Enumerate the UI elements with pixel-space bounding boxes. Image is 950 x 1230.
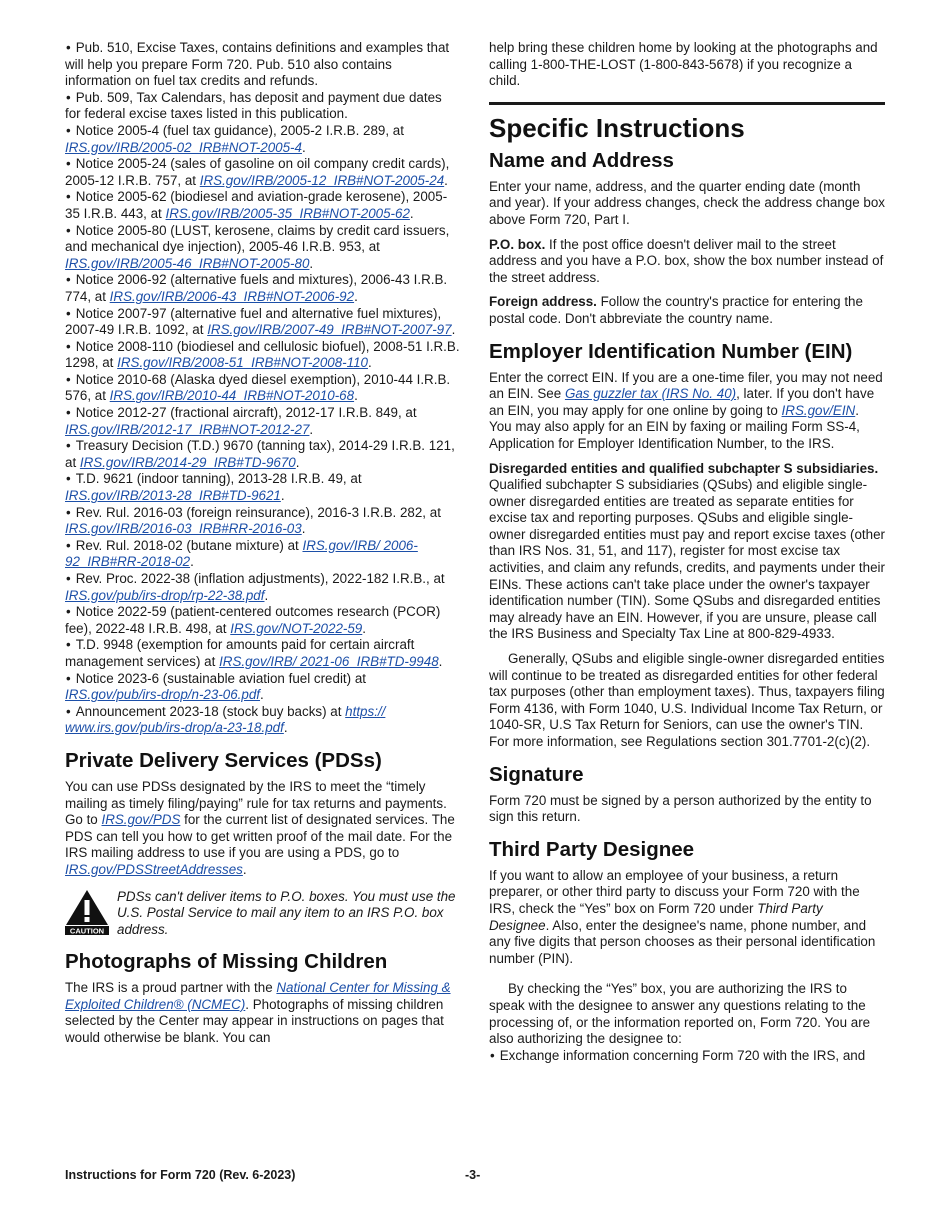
reference-link[interactable]: https:// www.irs.gov/pub/irs-drop/a-23-18.pdf	[65, 703, 386, 736]
reference-item: • Rev. Proc. 2022-38 (inflation adjustments), 2022-182 I.R.B., at IRS.gov/pub/irs-drop/rp-22-38.pdf.	[65, 571, 460, 604]
caution-label: CAUTION	[69, 926, 105, 935]
caution-box	[65, 889, 460, 939]
reference-item: • T.D. 9948 (exemption for amounts paid for certain aircraft management services) at IRS.gov/IRB/ 2021-06_IRB#TD-9948.	[65, 637, 460, 670]
footer-form-title: Instructions for Form 720 (Rev. 6-2023)	[65, 1168, 296, 1182]
left-column	[65, 40, 460, 1055]
reference-item: • Notice 2005-24 (sales of gasoline on oil company credit cards), 2005-12 I.R.B. 757, at IRS.gov/IRB/2005-12_IRB#NOT-2005-24.	[65, 156, 460, 189]
pds-street-link[interactable]: IRS.gov/PDSStreetAddresses	[65, 861, 243, 877]
reference-item: • Notice 2012-27 (fractional aircraft), 2012-17 I.R.B. 849, at IRS.gov/IRB/2012-17_IRB#NOT-2012-27.	[65, 405, 460, 438]
reference-link[interactable]: IRS.gov/IRB/2013-28_IRB#TD-9621	[65, 488, 281, 504]
reference-item: • Notice 2008-110 (biodiesel and cellulosic biofuel), 2008-51 I.R.B. 1298, at IRS.gov/IRB/2008-51_IRB#NOT-2008-110.	[65, 339, 460, 372]
ein-paragraph: Enter the correct EIN. If you are a one-time filer, you may not need an EIN. See Gas guzzler tax (IRS No. 40), later. If you don't have an EIN, you may apply for one online by going to IRS.gov/EIN. You may also apply for an EIN by faxing or mailing Form SS-4, Application for Employer Identification Number, to the IRS.	[489, 369, 883, 451]
reference-link[interactable]: IRS.gov/IRB/2014-29_IRB#TD-9670	[79, 454, 296, 470]
pds-heading: Private Delivery Services (PDSs)	[65, 748, 382, 772]
reference-link[interactable]: IRS.gov/IRB/2005-02_IRB#NOT-2005-4	[65, 139, 302, 155]
reference-link[interactable]: IRS.gov/IRB/2008-51_IRB#NOT-2008-110	[117, 355, 368, 371]
reference-item: • Pub. 510, Excise Taxes, contains definitions and examples that will help you prepare Form 720. Pub. 510 also contains information on fuel tax credits and refunds.	[65, 40, 460, 90]
reference-link[interactable]: IRS.gov/IRB/2005-12_IRB#NOT-2005-24	[199, 172, 445, 188]
designee-authorization-paragraph: By checking the “Yes” box, you are authorizing the IRS to speak with the designee to answer any questions relating to the processing of, or the information reported on, Form 720. You are also authorizing the designee to:	[489, 981, 871, 1047]
designee-bullet: • Exchange information concerning Form 720 with the IRS, and	[489, 1048, 885, 1065]
reference-item: • Notice 2007-97 (alternative fuel and alternative fuel mixtures), 2007-49 I.R.B. 1092, at IRS.gov/IRB/2007-49_IRB#NOT-2007-97.	[65, 306, 460, 339]
reference-item: • Rev. Rul. 2018-02 (butane mixture) at IRS.gov/IRB/ 2006-92_IRB#RR-2018-02.	[65, 538, 460, 571]
designee-paragraph: If you want to allow an employee of your business, a return preparer, or other third party to discuss your Form 720 with the IRS, check the “Yes” box on Form 720 under Third Party Designee. Also, enter the designee's name, phone number, and any five digits that person chooses as their personal identification number (PIN).	[489, 867, 876, 966]
reference-item: • Notice 2006-92 (alternative fuels and mixtures), 2006-43 I.R.B. 774, at IRS.gov/IRB/2006-43_IRB#NOT-2006-92.	[65, 272, 460, 305]
reference-link[interactable]: IRS.gov/IRB/2005-46_IRB#NOT-2005-80	[65, 255, 310, 271]
name-address-paragraph: Enter your name, address, and the quarter ending date (month and year). If your address changes, check the address change box above Form 720, Part I.	[489, 178, 886, 227]
reference-link[interactable]: IRS.gov/IRB/2016-03_IRB#RR-2016-03	[65, 521, 302, 537]
reference-link[interactable]: IRS.gov/pub/irs-drop/rp-22-38.pdf	[65, 587, 265, 603]
ein-heading: Employer Identification Number (EIN)	[489, 339, 853, 363]
po-box-paragraph: P.O. box. If the post office doesn't deliver mail to the street address and you have a P.O. box, show the box number instead of the street address.	[489, 236, 884, 285]
gas-guzzler-link[interactable]: Gas guzzler tax (IRS No. 40)	[564, 386, 737, 402]
footer-page-number: -3-	[465, 1168, 481, 1182]
reference-link[interactable]: IRS.gov/IRB/2006-43_IRB#NOT-2006-92	[109, 288, 355, 304]
reference-item: • Notice 2010-68 (Alaska dyed diesel exemption), 2010-44 I.R.B. 576, at IRS.gov/IRB/2010-44_IRB#NOT-2010-68.	[65, 372, 460, 405]
missing-children-continued: help bring these children home by looking at the photographs and calling 1-800-THE-LOST (1-800-843-5678) if you recognize a child.	[489, 40, 878, 89]
foreign-address-paragraph: Foreign address. Follow the country's practice for entering the postal code. Don't abbreviate the country name.	[489, 294, 863, 326]
reference-link[interactable]: IRS.gov/IRB/2005-35_IRB#NOT-2005-62	[165, 205, 410, 221]
reference-item: • Rev. Rul. 2016-03 (foreign reinsurance), 2016-3 I.R.B. 282, at IRS.gov/IRB/2016-03_IRB#RR-2016-03.	[65, 505, 460, 538]
section-rule	[489, 102, 885, 105]
reference-link[interactable]: IRS.gov/IRB/ 2021-06_IRB#TD-9948	[219, 653, 439, 669]
caution-text: PDSs can't deliver items to P.O. boxes. You must use the U.S. Postal Service to mail any item to an IRS P.O. box address.	[117, 888, 456, 937]
reference-link[interactable]: IRS.gov/IRB/2010-44_IRB#NOT-2010-68	[109, 388, 355, 404]
reference-item: • Notice 2005-80 (LUST, kerosene, claims by credit card issuers, and mechanical dye injection), 2005-46 I.R.B. 953, at IRS.gov/IRB/2005-46_IRB#NOT-2005-80.	[65, 223, 460, 273]
reference-link[interactable]: IRS.gov/IRB/2007-49_IRB#NOT-2007-97	[207, 322, 452, 338]
reference-item: • Announcement 2023-18 (stock buy backs) at https:// www.irs.gov/pub/irs-drop/a-23-18.pdf.	[65, 704, 460, 737]
qsubs-paragraph: Generally, QSubs and eligible single-owner disregarded entities will continue to be treated as disregarded entities for other federal tax purposes (other than employment taxes). Thus, taxpayers filing Form 4136, with Form 1040, U.S. Individual Income Tax Return, or 1040-SR, U.S Tax Return for Seniors, can use the owner's TIN. For more information, see Regulations section 301.7701-2(c)(2).	[489, 651, 885, 749]
reference-link[interactable]: IRS.gov/NOT-2022-59	[230, 620, 363, 636]
ncmec-link[interactable]: National Center for Missing & Exploited Children® (NCMEC)	[65, 980, 451, 1012]
ein-link[interactable]: IRS.gov/EIN	[781, 402, 856, 418]
signature-paragraph: Form 720 must be signed by a person authorized by the entity to sign this return.	[489, 792, 872, 825]
pds-paragraph: You can use PDSs designated by the IRS to meet the “timely mailing as timely filing/paying” rule for tax returns and payments. Go to IRS.gov/PDS for the current list of designated services. The PDS can tell you how to get written proof of the mail date. For the IRS mailing address to use if you are using a PDS, go to IRS.gov/PDSStreetAddresses.	[65, 778, 455, 877]
pds-link[interactable]: IRS.gov/PDS	[101, 812, 181, 828]
reference-item: • T.D. 9621 (indoor tanning), 2013-28 I.R.B. 49, at IRS.gov/IRB/2013-28_IRB#TD-9621.	[65, 471, 460, 504]
signature-heading: Signature	[489, 762, 584, 786]
reference-item: • Pub. 509, Tax Calendars, has deposit and payment due dates for federal excise taxes listed in this publication.	[65, 90, 460, 123]
reference-item: • Notice 2023-6 (sustainable aviation fuel credit) at IRS.gov/pub/irs-drop/n-23-06.pdf.	[65, 671, 460, 704]
caution-icon	[65, 889, 109, 935]
reference-item: • Notice 2022-59 (patient-centered outcomes research (PCOR) fee), 2022-48 I.R.B. 498, at IRS.gov/NOT-2022-59.	[65, 604, 460, 637]
reference-item: • Notice 2005-62 (biodiesel and aviation-grade kerosene), 2005-35 I.R.B. 443, at IRS.gov/IRB/2005-35_IRB#NOT-2005-62.	[65, 189, 460, 222]
disregarded-entities-paragraph: Disregarded entities and qualified subchapter S subsidiaries. Qualified subchapter S subsidiaries (QSubs) and eligible single-owner disregarded entities are treated as separate entities for excise tax and reporting purposes. QSubs and eligible single-owner disregarded entities must pay and report excise taxes (other than IRS Nos. 31, 51, and 117), register for most excise tax activities, and claim any refunds, credits, and payments under their EINs. These actions can't take place under the owner's taxpayer identification number (TIN). Some QSubs and disregarded entities may already have an EIN. However, if you are unsure, please call the IRS Business and Specialty Tax Line at 800-829-4933.	[489, 460, 885, 642]
specific-instructions-heading: Specific Instructions	[489, 112, 745, 143]
missing-children-paragraph: The IRS is a proud partner with the National Center for Missing & Exploited Children® (NCMEC). Photographs of missing children selected by the Center may appear in instructions on pages that would otherwise be blank. You can	[65, 980, 451, 1046]
name-address-heading: Name and Address	[489, 148, 674, 172]
reference-item: • Treasury Decision (T.D.) 9670 (tanning tax), 2014-29 I.R.B. 121, at IRS.gov/IRB/2014-29_IRB#TD-9670.	[65, 438, 460, 471]
reference-list	[65, 40, 460, 737]
right-column	[489, 40, 885, 1072]
missing-children-heading: Photographs of Missing Children	[65, 950, 388, 974]
reference-link[interactable]: IRS.gov/IRB/2012-17_IRB#NOT-2012-27	[65, 421, 310, 437]
reference-link[interactable]: IRS.gov/pub/irs-drop/n-23-06.pdf	[65, 687, 261, 703]
third-party-designee-heading: Third Party Designee	[489, 837, 695, 861]
reference-item: • Notice 2005-4 (fuel tax guidance), 2005-2 I.R.B. 289, at IRS.gov/IRB/2005-02_IRB#NOT-2005-4.	[65, 123, 460, 156]
reference-link[interactable]: IRS.gov/IRB/ 2006-92_IRB#RR-2018-02	[65, 537, 418, 570]
